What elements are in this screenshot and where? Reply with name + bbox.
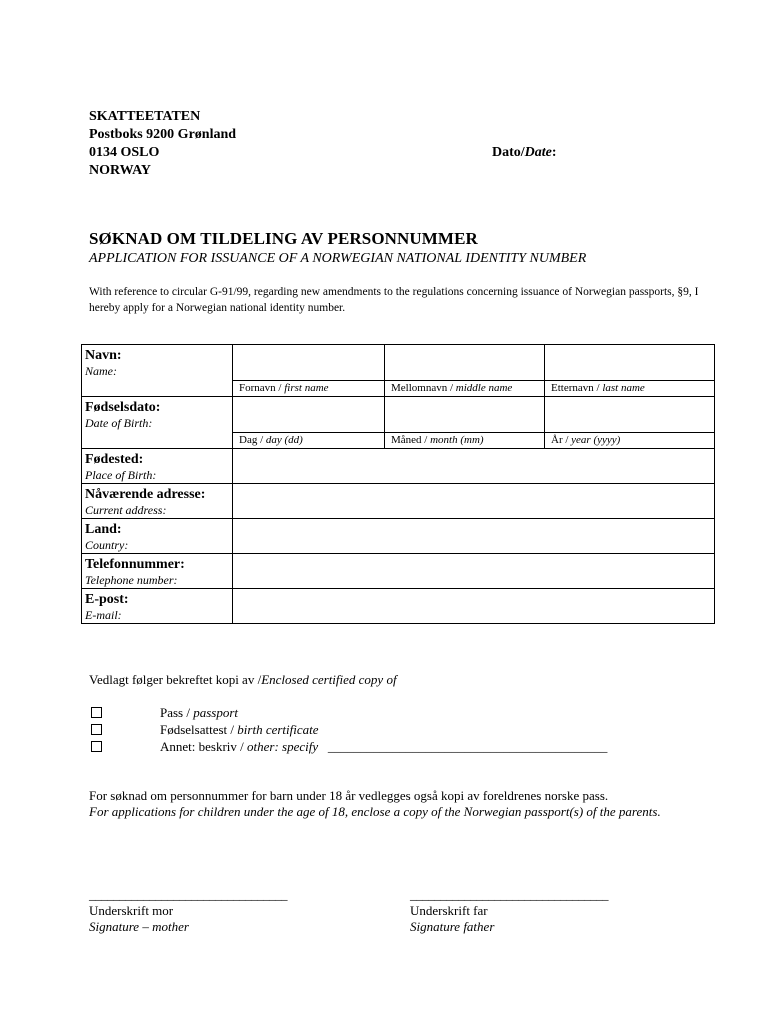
address-label-cell: Nåværende adresse: Current address: <box>82 484 233 519</box>
country-label-cell: Land: Country: <box>82 519 233 554</box>
phone-field[interactable] <box>233 554 715 589</box>
passport-checkbox[interactable] <box>91 707 102 718</box>
address-line-4: NORWAY <box>89 163 152 178</box>
day-field[interactable] <box>233 397 385 433</box>
address-line-2: Postboks 9200 Grønland <box>89 127 237 142</box>
father-signature-line[interactable]: _________________________________ <box>410 887 608 902</box>
name-label-cell: Navn: Name: <box>82 345 233 397</box>
last-name-field[interactable] <box>545 345 715 381</box>
email-label-cell: E-post: E-mail: <box>82 589 233 624</box>
address-line-1: SKATTEETATEN <box>89 109 201 124</box>
passport-option-label: Pass / passport <box>160 705 239 720</box>
phone-label-cell: Telefonnummer: Telephone number: <box>82 554 233 589</box>
application-form-table <box>81 344 715 624</box>
year-caption: År / year (yyyy) <box>545 433 715 449</box>
first-name-field[interactable] <box>233 345 385 381</box>
other-checkbox[interactable] <box>91 741 102 752</box>
date-label: Dato/Date: <box>492 145 557 160</box>
mother-signature-block <box>89 887 287 935</box>
birth-certificate-option-label: Fødselsattest / birth certificate <box>160 722 319 737</box>
birthplace-label-cell: Fødested: Place of Birth: <box>82 449 233 484</box>
birthplace-field[interactable] <box>233 449 715 484</box>
children-note <box>89 788 689 820</box>
middle-name-field[interactable] <box>385 345 545 381</box>
birth-certificate-checkbox[interactable] <box>91 724 102 735</box>
email-field[interactable] <box>233 589 715 624</box>
first-name-caption: Fornavn / first name <box>233 381 385 397</box>
month-field[interactable] <box>385 397 545 433</box>
children-note-no: For søknad om personnummer for barn under 18 år vedlegges også kopi av foreldrenes norske pass. <box>89 788 609 803</box>
mother-signature-label-en: Signature – mother <box>89 919 189 934</box>
page-subtitle: APPLICATION FOR ISSUANCE OF A NORWEGIAN NATIONAL IDENTITY NUMBER <box>89 251 587 266</box>
mother-signature-line[interactable]: _________________________________ <box>89 887 287 902</box>
father-signature-label: Underskrift far <box>410 903 488 918</box>
children-note-en: For applications for children under the age of 18, enclose a copy of the Norwegian passport(s) of the parents. <box>89 804 661 819</box>
enclosed-heading: Vedlagt følger bekreftet kopi av /Enclosed certified copy of <box>89 672 397 687</box>
recipient-address <box>89 108 236 180</box>
dob-label-cell: Fødselsdato: Date of Birth: <box>82 397 233 449</box>
year-field[interactable] <box>545 397 715 433</box>
day-caption: Dag / day (dd) <box>233 433 385 449</box>
mother-signature-label: Underskrift mor <box>89 903 174 918</box>
last-name-caption: Etternavn / last name <box>545 381 715 397</box>
father-signature-block <box>410 887 608 935</box>
other-specify-line[interactable]: ___________________________________________ <box>318 739 608 754</box>
middle-name-caption: Mellomnavn / middle name <box>385 381 545 397</box>
address-line-3: 0134 OSLO <box>89 145 160 160</box>
father-signature-label-en: Signature father <box>410 919 495 934</box>
page-title: SØKNAD OM TILDELING AV PERSONNUMMER <box>89 229 478 248</box>
address-field[interactable] <box>233 484 715 519</box>
intro-paragraph: With reference to circular G-91/99, regarding new amendments to the regulations concerning issuance of Norwegian passports, §9, I hereby apply for a Norwegian national identity number. <box>89 286 699 314</box>
month-caption: Måned / month (mm) <box>385 433 545 449</box>
other-option-label: Annet: beskriv / other: specify ___________________________________________ <box>160 739 608 754</box>
country-field[interactable] <box>233 519 715 554</box>
